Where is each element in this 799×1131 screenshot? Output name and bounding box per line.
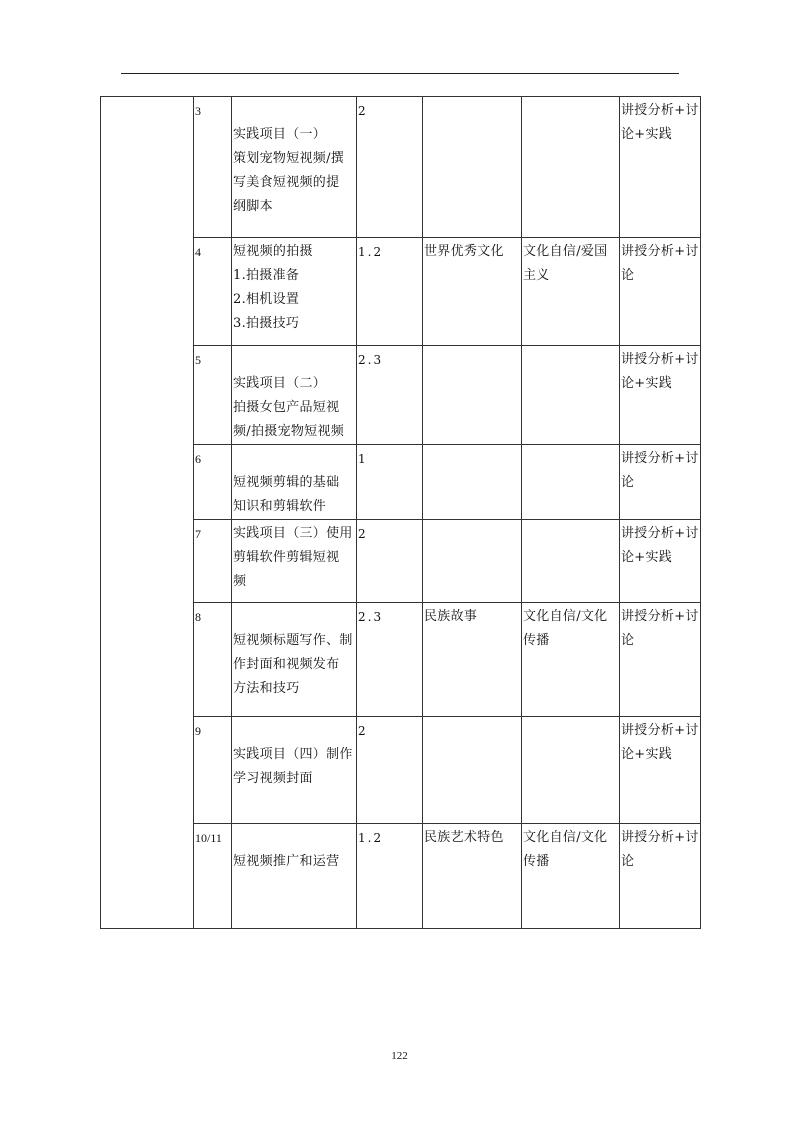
hours: 1.2 (358, 245, 384, 259)
hours: 2.3 (358, 610, 384, 624)
topic-cell (232, 520, 357, 603)
ideology-point-cell (423, 346, 522, 445)
topic (232, 445, 356, 519)
topic-line (233, 605, 356, 629)
teaching-method: 讲授分析+讨论+实践 (621, 352, 699, 391)
teaching-method-cell (620, 97, 701, 238)
lesson-number: 9 (195, 724, 201, 738)
ideology-element: 文化自信/文化传播 (523, 609, 608, 648)
teaching-method-cell (620, 346, 701, 445)
topic (232, 603, 356, 701)
teaching-method: 讲授分析+讨论 (621, 830, 699, 869)
lesson-number-cell (194, 238, 232, 346)
topic-line (233, 719, 356, 743)
lesson-number: 10/11 (195, 831, 222, 845)
ideology-element (522, 97, 619, 99)
teaching-method-cell (620, 520, 701, 603)
ideology-element-cell (522, 238, 620, 346)
topic-line: 实践项目（一） (233, 127, 327, 142)
teaching-method-cell (620, 824, 701, 929)
hours: 1.2 (358, 831, 384, 845)
topic-cell (232, 824, 357, 929)
topic-line: 短视频的拍摄 (233, 244, 313, 259)
topic-line: 剪辑软件剪辑短视 (233, 550, 340, 565)
hours: 1 (358, 452, 368, 466)
topic-cell (232, 97, 357, 238)
topic-line: 学习视频封面 (233, 771, 313, 786)
lesson-number-cell (194, 603, 232, 717)
hours-cell (357, 603, 423, 717)
topic-line: 知识和剪辑软件 (233, 499, 327, 514)
topic-line: 纲脚本 (233, 199, 273, 214)
hours-cell (357, 97, 423, 238)
ideology-point: 民族故事 (424, 609, 478, 624)
topic-line: 策划宠物短视频/撰 (233, 151, 345, 166)
ideology-point (423, 520, 521, 522)
lesson-number-cell (194, 717, 232, 824)
ideology-point: 民族艺术特色 (424, 830, 504, 845)
topic-line: 2.相机设置 (233, 292, 300, 307)
teaching-method: 讲授分析+讨论+实践 (621, 526, 699, 565)
lesson-number: 4 (195, 245, 201, 259)
teaching-method: 讲授分析+讨论 (621, 244, 699, 283)
topic-cell (232, 603, 357, 717)
lesson-number: 7 (195, 527, 201, 541)
teaching-method-cell (620, 445, 701, 520)
ideology-element-cell (522, 520, 620, 603)
ideology-point-cell (423, 520, 522, 603)
lesson-number-cell (194, 520, 232, 603)
ideology-element-cell (522, 824, 620, 929)
teaching-method-cell (620, 717, 701, 824)
ideology-element (522, 717, 619, 719)
topic (232, 238, 356, 336)
topic-line: 实践项目（三）使用 (233, 526, 353, 541)
topic-line: 频 (233, 574, 247, 589)
topic (232, 717, 356, 791)
hours-cell (357, 445, 423, 520)
topic (232, 520, 356, 594)
ideology-point-cell (423, 824, 522, 929)
ideology-element: 文化自信/爱国主义 (523, 244, 608, 283)
teaching-method: 讲授分析+讨论+实践 (621, 103, 699, 142)
lesson-number-cell (194, 824, 232, 929)
hours-cell (357, 824, 423, 929)
hours: 2 (358, 527, 368, 541)
hours-cell (357, 520, 423, 603)
topic-line (233, 826, 356, 850)
ideology-element: 文化自信/文化传播 (523, 830, 608, 869)
ideology-element (522, 445, 619, 447)
ideology-element-cell (522, 445, 620, 520)
page-number: 122 (391, 1050, 408, 1062)
ideology-point-cell (423, 717, 522, 824)
topic-cell (232, 445, 357, 520)
teaching-method-cell (620, 603, 701, 717)
topic-cell (232, 238, 357, 346)
topic-line (233, 348, 356, 372)
table-row (101, 97, 701, 238)
topic-cell (232, 717, 357, 824)
topic-line (233, 447, 356, 471)
teaching-method: 讲授分析+讨论+实践 (621, 723, 699, 762)
hours-cell (357, 346, 423, 445)
hours-cell (357, 238, 423, 346)
topic-line: 短视频标题写作、制 (233, 633, 353, 648)
ideology-point-cell (423, 603, 522, 717)
ideology-point (423, 97, 521, 99)
topic-line: 拍摄女包产品短视 (233, 400, 340, 415)
hours: 2.3 (358, 353, 384, 367)
hours-cell (357, 717, 423, 824)
topic-line: 3.拍摄技巧 (233, 316, 300, 331)
teaching-method: 讲授分析+讨论 (621, 609, 699, 648)
blank-cell (101, 97, 194, 929)
topic-line: 实践项目（二） (233, 376, 327, 391)
topic (232, 824, 356, 874)
course-schedule-table (100, 96, 701, 929)
topic (232, 346, 356, 444)
ideology-point-cell (423, 445, 522, 520)
ideology-element-cell (522, 717, 620, 824)
lesson-number-cell (194, 445, 232, 520)
topic-line: 写美食短视频的提 (233, 175, 340, 190)
topic-line: 方法和技巧 (233, 681, 300, 696)
lesson-number-cell (194, 346, 232, 445)
topic-line: 实践项目（四）制作 (233, 747, 353, 762)
topic-line: 作封面和视频发布 (233, 657, 340, 672)
ideology-point (423, 717, 521, 719)
ideology-point-cell (423, 97, 522, 238)
topic (232, 97, 356, 219)
topic-cell (232, 346, 357, 445)
lesson-number: 5 (195, 353, 201, 367)
header-rule (121, 73, 679, 74)
topic-line: 1.拍摄准备 (233, 268, 300, 283)
ideology-element-cell (522, 346, 620, 445)
hours: 2 (358, 724, 368, 738)
ideology-element-cell (522, 97, 620, 238)
ideology-element (522, 346, 619, 348)
lesson-number-cell (194, 97, 232, 238)
ideology-point (423, 445, 521, 447)
topic-line (233, 99, 356, 123)
lesson-number: 8 (195, 610, 201, 624)
topic-line: 频/拍摄宠物短视频 (233, 424, 345, 439)
lesson-number: 3 (195, 104, 201, 118)
ideology-point: 世界优秀文化 (424, 244, 504, 259)
ideology-element-cell (522, 603, 620, 717)
teaching-method: 讲授分析+讨论 (621, 451, 699, 490)
lesson-number: 6 (195, 452, 201, 466)
hours: 2 (358, 104, 368, 118)
ideology-point (423, 346, 521, 348)
topic-line: 短视频推广和运营 (233, 854, 340, 869)
topic-line: 短视频剪辑的基础 (233, 475, 340, 490)
ideology-point-cell (423, 238, 522, 346)
ideology-element (522, 520, 619, 522)
teaching-method-cell (620, 238, 701, 346)
